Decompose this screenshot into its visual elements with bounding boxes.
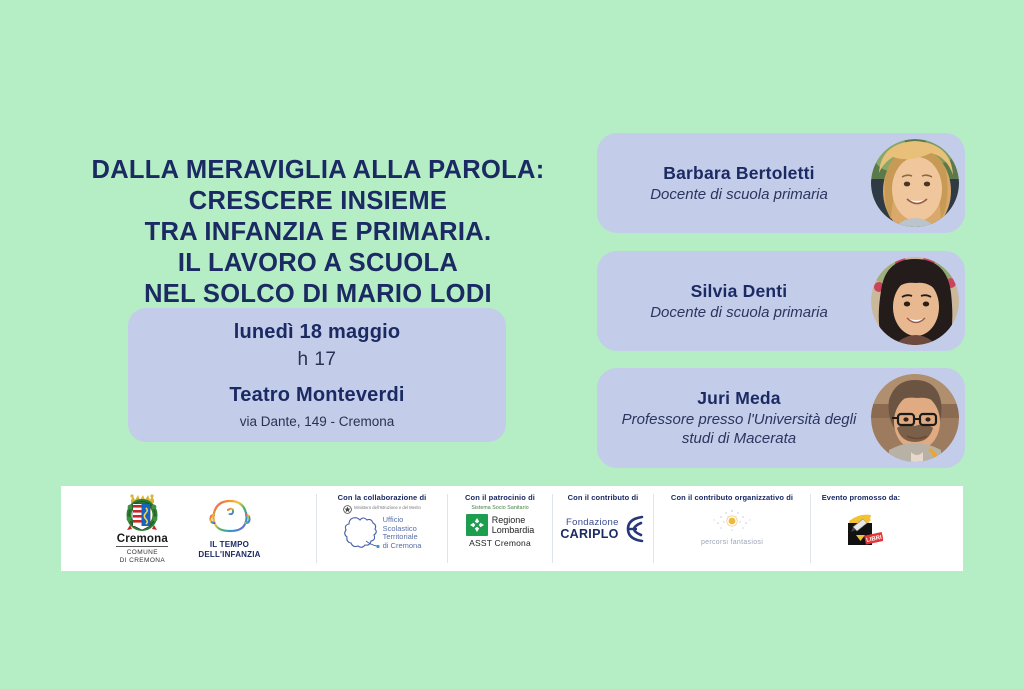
title-line-1: DALLA MERAVIGLIA ALLA PAROLA: <box>91 156 545 184</box>
section-caption: Con il patrocinio di <box>465 493 535 502</box>
tempo-infanzia-label: IL TEMPO DELL'INFANZIA <box>198 540 261 559</box>
speaker-info <box>597 388 871 448</box>
logo-comune-di-cremona <box>116 493 168 565</box>
speaker-role <box>611 410 867 448</box>
title-line-4: IL LAVORO A SCUOLA <box>177 249 459 277</box>
ministero-emblem-icon <box>343 505 352 514</box>
title-line-3: TRA INFANZIA E PRIMARIA. <box>144 218 492 246</box>
speaker-role-line-1: Professore presso l'Università degli <box>621 411 857 428</box>
ministero-label: Ministero dell'Istruzione e del Merito <box>354 505 421 510</box>
event-time: h 17 <box>297 349 337 370</box>
section-caption: Con il contributo di <box>567 493 639 502</box>
speaker-info <box>597 163 871 204</box>
lombardy-map-outline-icon <box>343 515 383 551</box>
cremona-crest-icon <box>121 493 163 531</box>
comune-subtitle: COMUNE DI CREMONA <box>119 548 166 564</box>
speaker-card <box>597 251 965 351</box>
speaker-name: Juri Meda <box>697 388 781 408</box>
logo-section-collaboration <box>317 486 447 571</box>
regione-lombardia-label: Regione Lombardia <box>491 515 535 535</box>
speaker-name: Barbara Bertoletti <box>663 162 815 183</box>
speaker-card <box>597 368 965 468</box>
logo-section-organizational <box>654 486 810 571</box>
child-head-outline-icon <box>208 498 252 536</box>
speaker-role-line-2: studi di Macerata <box>681 430 797 447</box>
book-pencil-badge-logo-icon <box>839 509 883 553</box>
speaker-card <box>597 133 965 233</box>
avatar <box>871 374 959 462</box>
event-venue: Teatro Monteverdi <box>229 384 405 406</box>
logo-section-promoted-by <box>811 486 911 571</box>
divider <box>116 546 168 547</box>
cariplo-swirl-icon <box>622 514 646 544</box>
title-line-5: NEL SOLCO DI MARIO LODI <box>144 280 492 308</box>
section-caption: Con la collaborazione di <box>337 493 427 502</box>
comune-name: Cremona <box>116 532 168 545</box>
logo-section-contribution <box>553 486 653 571</box>
event-address: via Dante, 149 - Cremona <box>239 414 395 429</box>
speaker-role: Docente di scuola primaria <box>650 185 828 203</box>
logo-section-promoters <box>61 486 316 571</box>
event-details-card <box>128 308 506 442</box>
logo-il-tempo-dellinfanzia <box>198 498 260 559</box>
dotted-sunburst-icon <box>708 508 756 538</box>
section-caption: Con il contributo organizzativo di <box>670 493 794 502</box>
ust-label: Ufficio Scolastico Territoriale di Cremona <box>382 515 422 550</box>
speaker-name: Silvia Denti <box>690 280 788 301</box>
svg-text:LIBRI: LIBRI <box>865 534 883 544</box>
avatar <box>871 257 959 345</box>
sistema-socio-sanitario-label: Sistema Socio Sanitario <box>471 505 529 511</box>
cariplo-name-label: CARIPLO <box>560 526 619 541</box>
regione-lombardia-rose-icon <box>466 514 488 536</box>
cariplo-fondazione-label: Fondazione <box>566 516 619 528</box>
section-caption: Evento promosso da: <box>821 493 901 502</box>
avatar <box>871 139 959 227</box>
event-date: lunedì 18 maggio <box>233 321 401 343</box>
speaker-info <box>597 281 871 322</box>
sponsor-logo-bar <box>61 486 963 571</box>
page-title <box>58 155 578 310</box>
asst-label: ASST Cremona <box>469 538 531 548</box>
title-line-2: CRESCERE INSIEME <box>188 187 448 215</box>
organizer-logo-label: percorsi fantasiosi <box>700 539 764 546</box>
speaker-role: Docente di scuola primaria <box>650 303 828 321</box>
logo-section-patronage <box>448 486 552 571</box>
